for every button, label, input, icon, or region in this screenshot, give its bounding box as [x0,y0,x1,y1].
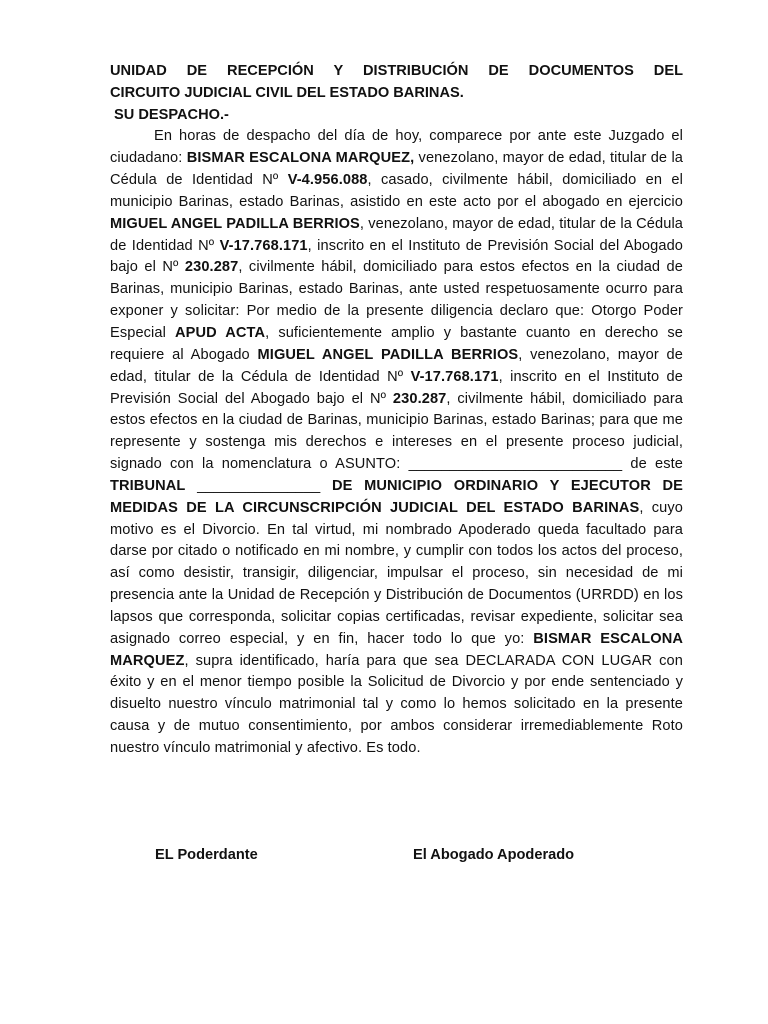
body-text: , cuyo motivo es el Divorcio. En tal virtud, mi nombrado Apoderado queda facultado para darse por citado o notificado en mi nombre, y cumplir con todos los actos del proceso, así como desistir, transigir, diligenciar, impulsar el proceso, sin necesidad de mi presencia ante la Unidad de Recepción y Distribución de Documentos (URRDD) en los lapsos que corresponda, solicitar copias certificadas, revisar expediente, solicitar sea asignado correo especial, y en fin, hacer todo lo que yo: [110,499,683,647]
grantor-name: BISMAR ESCALONA MARQUEZ, [186,150,415,167]
lawyer-ipsa: 230.287 [392,390,447,407]
lawyer-name: MIGUEL ANGEL PADILLA BERRIOS [257,346,519,363]
body-text: En horas de despacho del día de hoy, comparece por ante este Juzgado el ciudadano: [110,128,683,167]
grantor-signature-label: EL Poderdante [155,847,258,863]
grantor-id: V-4.956.088 [287,172,368,189]
apud-acta: APUD ACTA [175,324,266,341]
heading-line-2: CIRCUITO JUDICIAL CIVIL DEL ESTADO BARINAS. [110,84,464,101]
lawyer-signature-label: El Abogado Apoderado [413,847,575,863]
document-page [110,61,684,863]
body-text: , inscrito en el Instituto de Previsión Social del Abogado bajo el Nº [110,237,684,276]
body-text: venezolano, mayor de edad, titular de la Cédula de Identidad Nº [110,150,683,189]
body-text: , venezolano, mayor de edad, titular de la Cédula de Identidad Nº [110,346,683,385]
body-text: , casado, civilmente hábil, domiciliado en el municipio Barinas, estado Barinas, asistido en este acto por el abogado en ejercicio [110,172,683,210]
body-text: , civilmente hábil, domiciliado para estos efectos en la ciudad de Barinas, municipio Barinas, estado Barinas; para que me represente y sostenga mis derechos e intereses en el presente proceso judicial, signado con la nomenclatura o ASUNTO: [110,390,683,473]
lawyer-name: MIGUEL ANGEL PADILLA BERRIOS [110,215,360,232]
court-name: DE MUNICIPIO ORDINARIO Y EJECUTOR DE MEDIDAS DE LA CIRCUNSCRIPCIÓN JUDICIAL DEL ESTADO BARINAS [110,477,683,516]
lawyer-id: V-17.768.171 [219,237,308,254]
salutation: SU DESPACHO.- [114,106,229,123]
tribunal-label: TRIBUNAL [110,477,186,494]
lawyer-id: V-17.768.171 [410,368,499,385]
grantor-name: BISMAR ESCALONA MARQUEZ [110,630,683,669]
document-heading [110,61,683,105]
signature-block [110,847,683,871]
lawyer-ipsa: 230.287 [184,259,239,276]
body-text: , inscrito en el Instituto de Previsión Social del Abogado bajo el Nº [110,368,683,407]
tribunal-blank: _______________ [185,477,332,494]
body-paragraph [110,126,683,759]
heading-line-1: UNIDAD DE RECEPCIÓN Y DISTRIBUCIÓN DE DOCUMENTOS DEL [110,63,683,79]
body-text: , venezolano, mayor de edad, titular de la Cédula de Identidad Nº [110,215,684,254]
body-text: , civilmente hábil, domiciliado para estos efectos en la ciudad de Barinas, municipio Barinas, estado Barinas, ante usted respetuosamente ocurro para exponer y solicitar: Por medio de la presente diligencia declaro que: Otorgo Poder Especial [110,259,683,341]
body-text: , suficientemente amplio y bastante cuanto en derecho se requiere al Abogado [110,324,684,363]
body-text: de este [622,456,683,473]
body-text: , supra identificado, haría para que sea DECLARADA CON LUGAR con éxito y en el menor tiempo posible la Solicitud de Divorcio y por ende sentenciado y disuelto nuestro vínculo matrimonial tal y como lo hemos solicitado en la presente causa y de mutuo consentimiento, por ambos considerar irremediablemente Roto nuestro vínculo matrimonial y afectivo. Es todo. [110,652,683,757]
asunto-blank: __________________________ [408,456,623,473]
